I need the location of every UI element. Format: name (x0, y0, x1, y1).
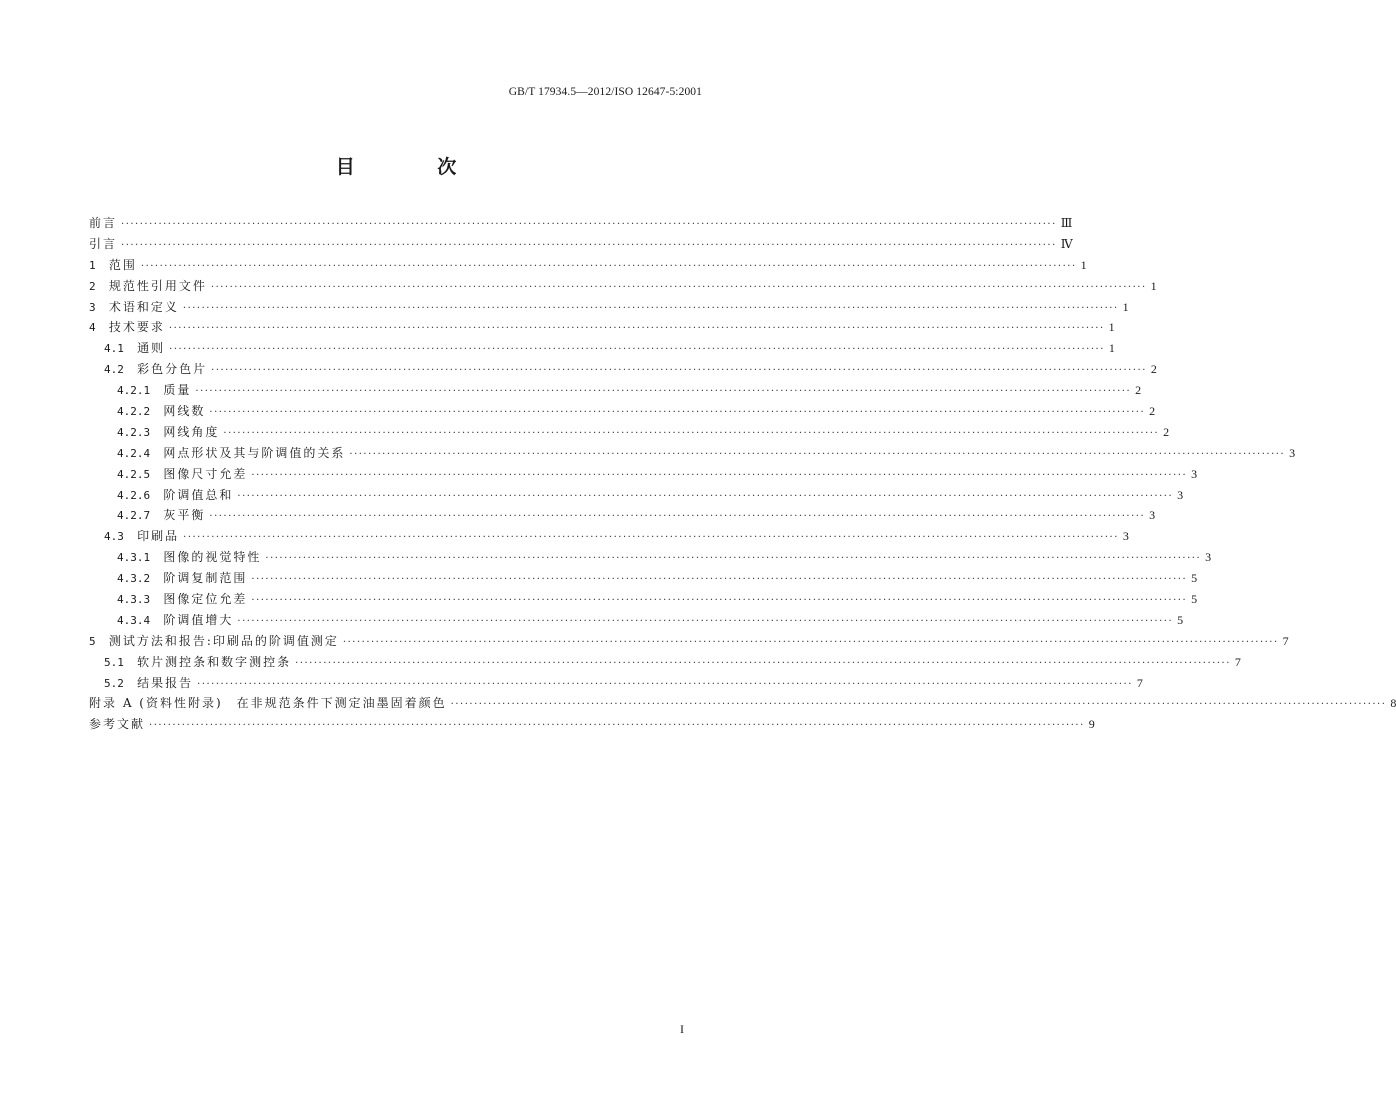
toc-dot-leader: ········································································································································································································ (121, 219, 1057, 230)
toc-entry-gap (96, 301, 109, 314)
toc-dot-leader: ········································································································································································································ (450, 699, 1387, 711)
toc-entry-title: 结果报告 (137, 675, 194, 690)
toc-dot-leader: ········································································································································································································ (121, 239, 1057, 251)
toc-entry-number: 4.2.2 (117, 405, 151, 419)
toc-entry-page: 7 (1234, 654, 1241, 669)
toc-entry-number: 4.3.4 (117, 613, 151, 627)
toc-entry-gap (150, 572, 163, 585)
toc-entry-page: 3 (1177, 487, 1184, 502)
toc-entry[interactable] (89, 571, 1198, 593)
toc-entry[interactable] (89, 257, 1087, 280)
toc-entry[interactable] (89, 592, 1198, 614)
toc-entry-page: 5 (1191, 592, 1198, 607)
toc-dot-leader: ········································································································································································································ (251, 574, 1188, 586)
toc-entry-gap (124, 656, 137, 669)
toc-entry-gap (96, 259, 109, 272)
toc-title: 目 次 (335, 156, 495, 178)
toc-entry[interactable] (89, 424, 1170, 447)
toc-entry-page: 3 (1122, 529, 1129, 544)
toc-entry-number: 4.2.4 (117, 446, 151, 460)
toc-entry-number: 4.2.7 (117, 509, 151, 523)
toc-entry-title: 引言 (89, 236, 118, 251)
toc-entry-title: 阶调值总和 (163, 487, 234, 502)
toc-entry-page: 7 (1136, 675, 1143, 690)
toc-entry[interactable] (89, 404, 1156, 426)
toc-entry-gap (150, 551, 163, 564)
toc-entry-gap (96, 321, 109, 334)
toc-entry-title: 彩色分色片 (137, 362, 208, 377)
toc-entry-page: 5 (1191, 571, 1198, 586)
toc-entry[interactable] (89, 216, 1073, 238)
page-number: I (680, 1022, 684, 1036)
toc-entry-number: 5.1 (104, 655, 124, 669)
toc-entry-number: 4.2.6 (117, 488, 151, 502)
toc-entry[interactable] (89, 508, 1156, 530)
toc-entry-gap (150, 489, 163, 502)
toc-entry[interactable] (89, 383, 1142, 405)
toc-entry-title: 规范性引用文件 (108, 278, 207, 293)
toc-entry-number: 4.3 (104, 530, 124, 544)
toc-entry-title: 术语和定义 (108, 299, 179, 314)
toc-dot-leader: ········································································································································································································ (168, 323, 1105, 335)
toc-entry-title: 前言 (89, 216, 118, 230)
toc-entry[interactable] (89, 529, 1129, 551)
toc-entry-page: 3 (1191, 466, 1198, 481)
toc-entry[interactable] (89, 466, 1198, 489)
toc-entry-title: 网点形状及其与阶调值的关系 (163, 445, 346, 460)
toc-dot-leader: ········································································································································································································ (223, 427, 1160, 439)
toc-entry-page: 1 (1108, 341, 1115, 356)
toc-entry[interactable] (89, 487, 1184, 510)
toc-dot-leader: ········································································································································································································ (211, 365, 1147, 377)
toc-entry[interactable] (89, 675, 1143, 698)
toc-entry-gap (150, 614, 163, 627)
toc-dot-leader: ········································································································································································································ (149, 720, 1085, 732)
toc-entry-title: 图像定位允差 (163, 592, 248, 607)
toc-entry-gap (124, 530, 137, 543)
toc-entry-title: 软片测控条和数字测控条 (137, 654, 292, 669)
toc-entry-page: 1 (1080, 257, 1087, 272)
toc-entry[interactable] (89, 654, 1241, 677)
toc-dot-leader: ········································································································································································································ (237, 615, 1174, 627)
toc-dot-leader: ········································································································································································································ (209, 511, 1146, 523)
toc-entry[interactable] (89, 299, 1129, 322)
toc-entry-page: 2 (1135, 383, 1142, 398)
toc-entry[interactable] (89, 362, 1157, 384)
toc-entry-gap (96, 280, 109, 293)
toc-entry-number: 4.3.3 (117, 593, 151, 607)
toc-entry-number: 2 (89, 279, 96, 293)
toc-entry-gap (150, 468, 163, 481)
toc-entry-title: 参考文献 (89, 717, 146, 732)
toc-dot-leader: ········································································································································································································ (237, 490, 1174, 502)
toc-entry-page: 5 (1177, 612, 1184, 627)
toc-entry-page: 9 (1088, 717, 1095, 732)
toc-entry-title: 网线角度 (163, 424, 220, 439)
toc-entry-gap (150, 384, 163, 397)
toc-entry-number: 1 (89, 258, 96, 272)
toc-dot-leader: ········································································································································································································ (182, 302, 1119, 314)
toc-entry-page: 3 (1149, 508, 1156, 523)
toc-entry-title: 网线数 (163, 404, 206, 419)
toc-entry[interactable] (89, 550, 1212, 572)
toc-entry[interactable] (89, 341, 1115, 363)
toc-entry-number: 4.3.2 (117, 572, 151, 586)
toc-entry-title: 附录 A (资料性附录) 在非规范条件下测定油墨固着颜色 (89, 696, 447, 711)
toc-entry[interactable] (89, 236, 1073, 259)
toc-entry-title: 灰平衡 (163, 508, 206, 523)
toc-entry-title: 阶调复制范围 (163, 571, 248, 586)
toc-entry-title: 技术要求 (108, 320, 165, 335)
toc-entry-gap (96, 635, 109, 648)
toc-dot-leader: ········································································································································································································ (210, 281, 1147, 293)
toc-entry[interactable] (89, 717, 1095, 739)
toc-entry[interactable] (89, 278, 1157, 301)
toc-dot-leader: ········································································································································································································ (209, 407, 1146, 419)
toc-dot-leader: ········································································································································································································ (140, 260, 1077, 272)
toc-entry[interactable] (89, 320, 1115, 342)
toc-entry-page: 2 (1150, 362, 1157, 377)
toc-entry-gap (150, 426, 163, 439)
toc-dot-leader: ········································································································································································································ (197, 678, 1133, 690)
toc-entry-page: 2 (1149, 404, 1156, 419)
toc-entry-gap (124, 363, 137, 376)
toc-dot-leader: ········································································································································································································ (251, 469, 1188, 481)
toc-entry-page: 3 (1205, 550, 1212, 565)
toc-entry-gap (150, 509, 163, 522)
toc-entry-number: 4.3.1 (117, 551, 151, 565)
toc-entry-gap (150, 447, 163, 460)
toc-entry-title: 图像尺寸允差 (163, 466, 248, 481)
toc-entry-number: 4.1 (104, 342, 124, 356)
toc-entry-page: 1 (1108, 320, 1115, 335)
toc-entry-title: 图像的视觉特性 (163, 550, 262, 565)
toc-entry-number: 4.2.1 (117, 384, 151, 398)
toc-entry-number: 4.2 (104, 363, 124, 377)
toc-dot-leader: ········································································································································································································ (251, 595, 1188, 607)
toc-dot-leader: ········································································································································································································ (195, 386, 1132, 398)
toc-entry-number: 4 (89, 321, 96, 335)
toc-entry[interactable] (89, 696, 1396, 718)
toc-dot-leader: ········································································································································································································ (295, 657, 1231, 669)
toc-dot-leader: ········································································································································································································ (349, 448, 1286, 460)
toc-entry-page: 3 (1289, 445, 1296, 460)
toc-entry-number: 4.2.5 (117, 467, 151, 481)
table-of-contents (89, 216, 1396, 739)
toc-entry-number: 5 (89, 634, 96, 648)
toc-entry[interactable] (89, 633, 1289, 656)
toc-entry-gap (124, 342, 137, 355)
toc-entry-title: 印刷品 (137, 529, 180, 544)
standard-code: GB/T 17934.5—2012/ISO 12647-5:2001 (508, 86, 702, 98)
toc-dot-leader: ········································································································································································································ (265, 553, 1202, 565)
toc-entry-page: 1 (1150, 278, 1157, 293)
toc-entry-page: 8 (1390, 696, 1396, 711)
toc-entry-gap (124, 677, 137, 690)
toc-entry-gap (150, 405, 163, 418)
toc-entry-title: 测试方法和报告:印刷品的阶调值测定 (108, 633, 339, 648)
toc-entry-page: Ⅲ (1060, 216, 1073, 230)
toc-entry-title: 阶调值增大 (163, 612, 234, 627)
toc-entry-page: 2 (1163, 424, 1170, 439)
toc-entry-page: 1 (1122, 299, 1129, 314)
toc-dot-leader: ········································································································································································································ (342, 636, 1279, 648)
toc-entry-page: 7 (1282, 633, 1289, 648)
toc-entry-number: 3 (89, 300, 96, 314)
toc-entry-gap (150, 593, 163, 606)
toc-dot-leader: ········································································································································································································ (183, 532, 1119, 544)
toc-entry[interactable] (89, 445, 1296, 468)
toc-entry-number: 4.2.3 (117, 425, 151, 439)
toc-entry-page: Ⅳ (1060, 236, 1073, 251)
toc-entry[interactable] (89, 612, 1184, 635)
toc-entry-number: 5.2 (104, 676, 124, 690)
toc-entry-title: 质量 (163, 383, 192, 398)
toc-entry-title: 范围 (108, 257, 137, 272)
toc-entry-title: 通则 (137, 341, 166, 356)
toc-dot-leader: ········································································································································································································ (169, 344, 1105, 356)
